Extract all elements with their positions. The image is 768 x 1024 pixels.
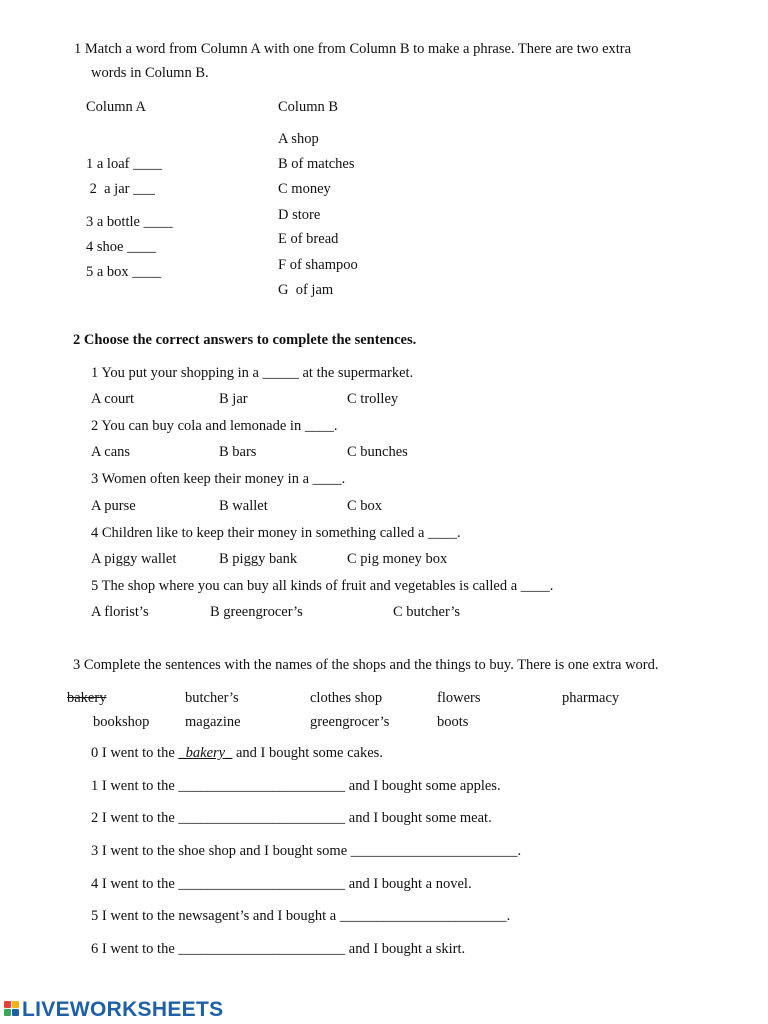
question-text: 5 The shop where you can buy all kinds of fruit and vegetables is called a ____. — [91, 578, 554, 594]
liveworksheets-logo-text: LIVEWORKSHEETS — [22, 998, 224, 1021]
column-a-item: 2 a jar ___ — [86, 181, 155, 197]
column-a-item: 1 a loaf ____ — [86, 156, 163, 172]
example-sentence — [91, 746, 383, 761]
option-b: B greengrocer’s — [210, 604, 303, 620]
question-text: 3 Women often keep their money in a ____. — [91, 471, 346, 487]
option-a: A florist’s — [91, 604, 149, 620]
option-c: C butcher’s — [393, 604, 460, 620]
example-post: and I bought some cakes. — [232, 745, 383, 761]
liveworksheets-logo-icon — [4, 1001, 20, 1019]
word-bank-item: bookshop — [93, 714, 150, 730]
word-bank-item: clothes shop — [310, 690, 383, 706]
word-bank-item: flowers — [437, 690, 481, 706]
fill-sentence: 2 I went to the _______________________ and I bought some meat. — [91, 810, 492, 826]
option-a: A court — [91, 391, 135, 407]
question-text: 2 You can buy cola and lemonade in ____. — [91, 418, 338, 434]
fill-sentence: 1 I went to the _______________________ and I bought some apples. — [91, 778, 501, 794]
option-c: C bunches — [347, 444, 408, 460]
question-text: 4 Children like to keep their money in something called a ____. — [91, 525, 461, 541]
option-b: B wallet — [219, 498, 268, 514]
section1-heading-line1: 1 Match a word from Column A with one from Column B to make a phrase. There are two extra — [74, 41, 632, 57]
word-bank-item-crossed: bakery — [67, 690, 107, 706]
fill-sentence: 5 I went to the newsagent’s and I bought a _______________________. — [91, 908, 511, 924]
fill-sentence: 4 I went to the _______________________ and I bought a novel. — [91, 876, 472, 892]
section1-heading-line2: words in Column B. — [91, 65, 209, 81]
fill-sentence: 6 I went to the _______________________ and I bought a skirt. — [91, 941, 466, 957]
option-a: A piggy wallet — [91, 551, 177, 567]
option-b: B piggy bank — [219, 551, 298, 567]
column-b-item: C money — [278, 181, 331, 197]
example-answer: _bakery_ — [178, 745, 233, 761]
word-bank-item: greengrocer’s — [310, 714, 390, 730]
word-bank-item: boots — [437, 714, 469, 730]
liveworksheets-logo[interactable] — [4, 996, 223, 1024]
word-bank-item: pharmacy — [562, 690, 620, 706]
section3-heading: 3 Complete the sentences with the names of the shops and the things to buy. There is one extra word. — [73, 657, 659, 673]
question-text: 1 You put your shopping in a _____ at the supermarket. — [91, 365, 414, 381]
column-b-item: G of jam — [278, 282, 334, 298]
option-a: A cans — [91, 444, 131, 460]
example-pre: 0 I went to the — [91, 745, 179, 761]
column-a-item: 3 a bottle ____ — [86, 214, 173, 230]
column-a-header: Column A — [86, 99, 147, 115]
column-b-item: A shop — [278, 131, 319, 147]
option-c: C trolley — [347, 391, 399, 407]
option-a: A purse — [91, 498, 136, 514]
column-b-item: D store — [278, 207, 321, 223]
option-b: B bars — [219, 444, 257, 460]
option-c: C pig money box — [347, 551, 448, 567]
column-b-item: B of matches — [278, 156, 355, 172]
column-a-item: 5 a box ____ — [86, 264, 162, 280]
fill-sentence: 3 I went to the shoe shop and I bought some _______________________. — [91, 843, 522, 859]
column-b-item: E of bread — [278, 231, 339, 247]
column-b-item: F of shampoo — [278, 257, 358, 273]
word-bank-item: magazine — [185, 714, 241, 730]
section2-heading: 2 Choose the correct answers to complete the sentences. — [73, 332, 417, 348]
option-b: B jar — [219, 391, 248, 407]
column-b-header: Column B — [278, 99, 339, 115]
option-c: C box — [347, 498, 383, 514]
word-bank-item: butcher’s — [185, 690, 239, 706]
column-a-item: 4 shoe ____ — [86, 239, 157, 255]
